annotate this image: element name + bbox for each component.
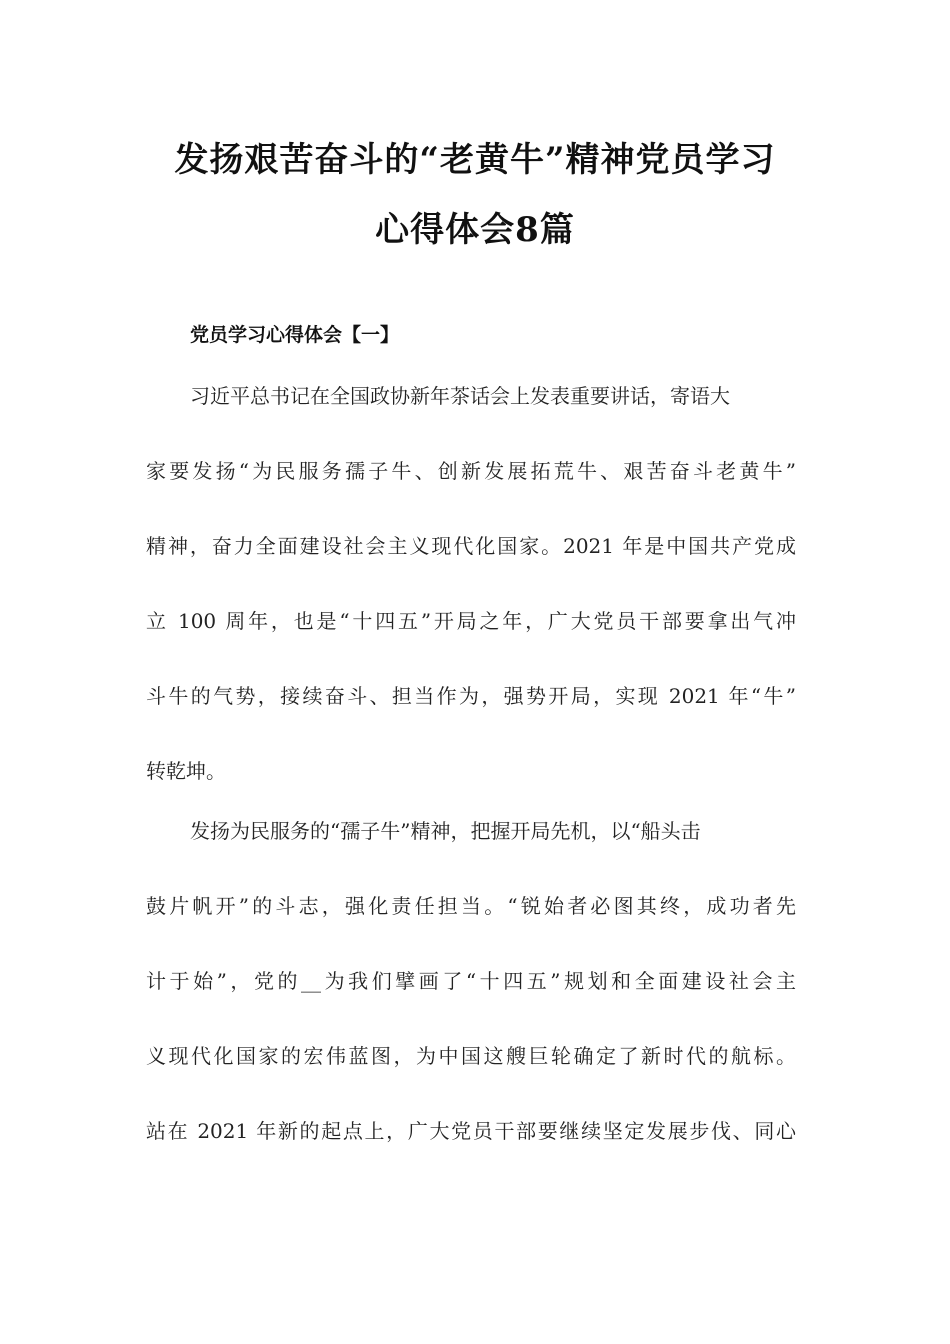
paragraph-line: 家要发扬“为民服务孺子牛、创新发展拓荒牛、艰苦奋斗老黄牛” (146, 459, 796, 483)
paragraph-line: 转乾坤。 (146, 759, 226, 783)
section-heading: 党员学习心得体会【一】 (190, 324, 400, 346)
paragraph-line: 精神，奋力全面建设社会主义现代化国家。2021 年是中国共产党成 (146, 534, 796, 558)
paragraph-line: 斗牛的气势，接续奋斗、担当作为，强势开局，实现 2021 年“牛” (146, 684, 796, 708)
paragraph-line: 鼓片帆开”的斗志，强化责任担当。“锐始者必图其终，成功者先 (146, 894, 796, 918)
paragraph-line: 义现代化国家的宏伟蓝图，为中国这艘巨轮确定了新时代的航标。 (146, 1044, 796, 1068)
document-title-line-2: 心得体会8篇 (375, 210, 575, 250)
document-title-line-1: 发扬艰苦奋斗的“老黄牛”精神党员学习 (174, 140, 776, 180)
paragraph-line: 立 100 周年，也是“十四五”开局之年，广大党员干部要拿出气冲 (146, 609, 796, 633)
paragraph-line: 习近平总书记在全国政协新年茶话会上发表重要讲话，寄语大 (190, 384, 730, 408)
paragraph-line: 站在 2021 年新的起点上，广大党员干部要继续坚定发展步伐、同心 (146, 1119, 796, 1143)
paragraph-line: 发扬为民服务的“孺子牛”精神，把握开局先机，以“船头击 (190, 819, 701, 843)
paragraph-line: 计于始”，党的__为我们擘画了“十四五”规划和全面建设社会主 (146, 969, 796, 993)
